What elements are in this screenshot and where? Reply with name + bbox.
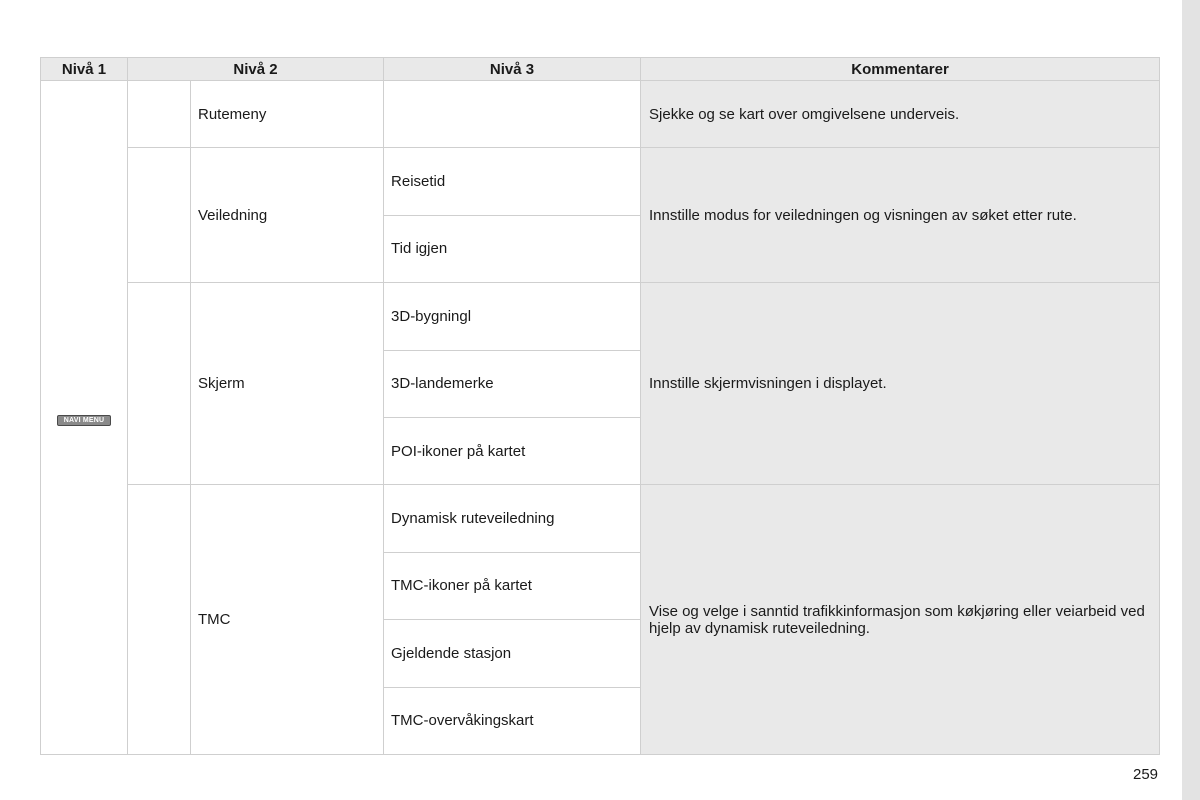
- level3-label: Dynamisk ruteveiledning: [384, 485, 641, 552]
- level3-label: 3D-landemerke: [384, 350, 641, 417]
- comment-cell: Vise og velge i sanntid trafikkinformasjon som køkjøring eller veiarbeid ved hjelp av dynamisk ruteveiledning.: [641, 485, 1160, 755]
- level2-label: TMC: [191, 485, 384, 755]
- header-level1: Nivå 1: [41, 58, 128, 81]
- header-comments: Kommentarer: [641, 58, 1160, 81]
- level3-label: 3D-bygningl: [384, 283, 641, 350]
- level2-spacer-cell: [128, 485, 191, 755]
- comment-cell: Sjekke og se kart over omgivelsene underveis.: [641, 81, 1160, 148]
- level2-label: Veiledning: [191, 148, 384, 283]
- comment-cell: Innstille modus for veiledningen og visningen av søket etter rute.: [641, 148, 1160, 283]
- page-number: 259: [1133, 766, 1159, 783]
- header-level3: Nivå 3: [384, 58, 641, 81]
- level2-spacer-cell: [128, 148, 191, 283]
- level2-spacer-cell: [128, 81, 191, 148]
- level1-cell: [41, 81, 128, 755]
- level3-label: TMC-ikoner på kartet: [384, 552, 641, 619]
- level3-label: [384, 81, 641, 148]
- level3-label: Gjeldende stasjon: [384, 620, 641, 687]
- table-row: [41, 485, 1160, 552]
- table-row: [41, 283, 1160, 350]
- navi-menu-button-icon: NAVI MENU: [57, 415, 112, 426]
- level3-label: TMC-overvåkingskart: [384, 687, 641, 754]
- header-level2: Nivå 2: [128, 58, 384, 81]
- level2-label: Skjerm: [191, 283, 384, 485]
- table-row: [41, 81, 1160, 148]
- table-row: [41, 148, 1160, 215]
- level3-label: POI-ikoner på kartet: [384, 417, 641, 484]
- level3-label: Tid igjen: [384, 215, 641, 282]
- page-edge-strip: [1182, 0, 1200, 800]
- level3-label: Reisetid: [384, 148, 641, 215]
- level2-label: Rutemeny: [191, 81, 384, 148]
- comment-cell: Innstille skjermvisningen i displayet.: [641, 283, 1160, 485]
- navi-menu-table: [40, 57, 1160, 755]
- table-header-row: [41, 58, 1160, 81]
- level2-spacer-cell: [128, 283, 191, 485]
